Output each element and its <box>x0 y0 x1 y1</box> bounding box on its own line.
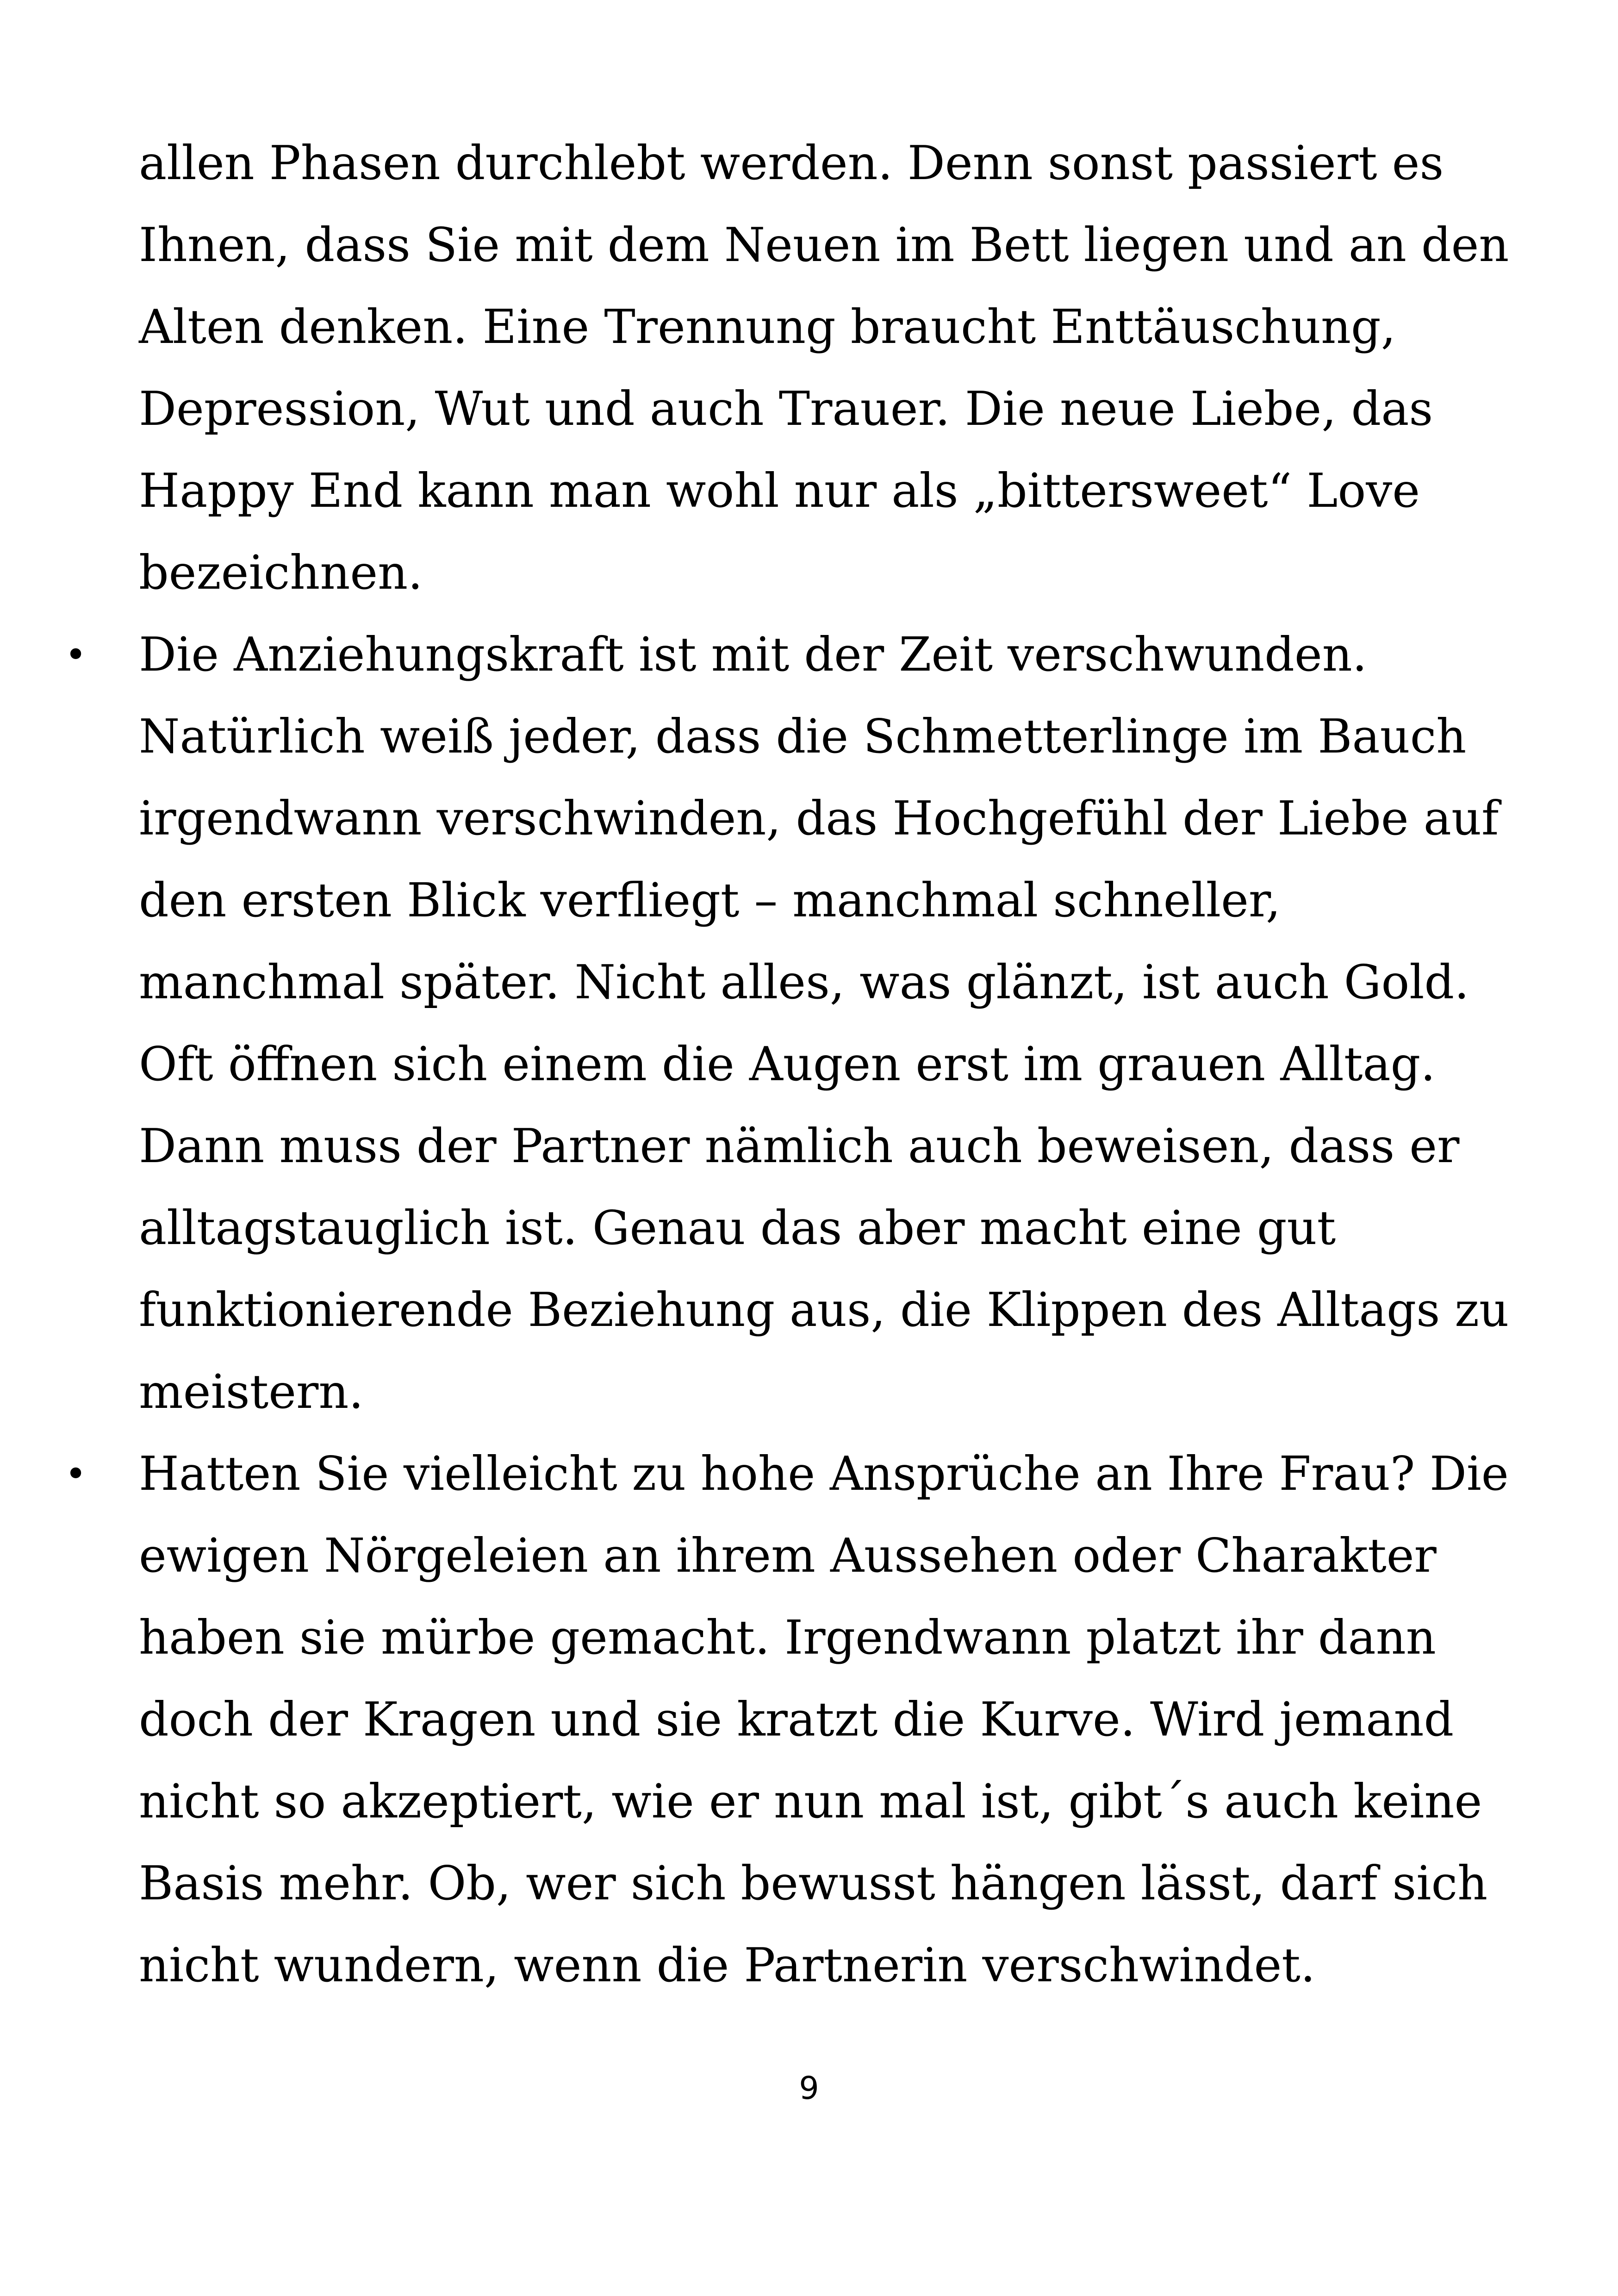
body-text <box>65 122 1509 2006</box>
page-number: 9 <box>799 2070 819 2107</box>
continuation-paragraph <box>139 122 1509 614</box>
text-line: Dann muss der Partner nämlich auch beweisen, dass er <box>139 1119 1460 1173</box>
text-line: meistern. <box>139 1364 364 1419</box>
bullet-item-expectations <box>65 1433 1509 2006</box>
text-line: Basis mehr. Ob, wer sich bewusst hängen lässt, darf sich <box>139 1856 1488 1910</box>
text-line: bezeichnen. <box>139 545 423 600</box>
text-line: Happy End kann man wohl nur als „bittersweet“ Love <box>139 463 1420 518</box>
text-line: haben sie mürbe gemacht. Irgendwann platzt ihr dann <box>139 1610 1436 1665</box>
text-line: allen Phasen durchlebt werden. Denn sonst passiert es <box>139 136 1444 190</box>
text-line: den ersten Blick verfliegt – manchmal schneller, <box>139 873 1281 927</box>
text-line: Ihnen, dass Sie mit dem Neuen im Bett liegen und an den <box>139 218 1509 272</box>
bullet-icon: • <box>65 633 87 676</box>
text-line: Alten denken. Eine Trennung braucht Enttäuschung, <box>139 299 1396 354</box>
bullet-icon: • <box>65 1452 87 1495</box>
text-line: nicht so akzeptiert, wie er nun mal ist, gibt´s auch keine <box>139 1774 1482 1829</box>
text-line: Hatten Sie vielleicht zu hohe Ansprüche an Ihre Frau? Die <box>139 1446 1509 1501</box>
text-line: irgendwann verschwinden, das Hochgefühl der Liebe auf <box>139 791 1499 846</box>
bullet-item-attraction <box>65 614 1509 1433</box>
text-line: alltagstauglich ist. Genau das aber macht eine gut <box>139 1201 1336 1255</box>
text-line: Depression, Wut und auch Trauer. Die neue Liebe, das <box>139 381 1433 436</box>
text-line: nicht wundern, wenn die Partnerin verschwindet. <box>139 1938 1315 1992</box>
text-line: Die Anziehungskraft ist mit der Zeit verschwunden. <box>139 627 1367 682</box>
text-line: ewigen Nörgeleien an ihrem Aussehen oder Charakter <box>139 1528 1437 1583</box>
text-line: doch der Kragen und sie kratzt die Kurve. Wird jemand <box>139 1692 1454 1747</box>
text-line: Oft öffnen sich einem die Augen erst im grauen Alltag. <box>139 1037 1436 1091</box>
text-line: Natürlich weiß jeder, dass die Schmetterlinge im Bauch <box>139 709 1467 764</box>
text-line: funktionierende Beziehung aus, die Klippen des Alltags zu <box>139 1282 1509 1337</box>
text-line: manchmal später. Nicht alles, was glänzt, ist auch Gold. <box>139 955 1469 1009</box>
